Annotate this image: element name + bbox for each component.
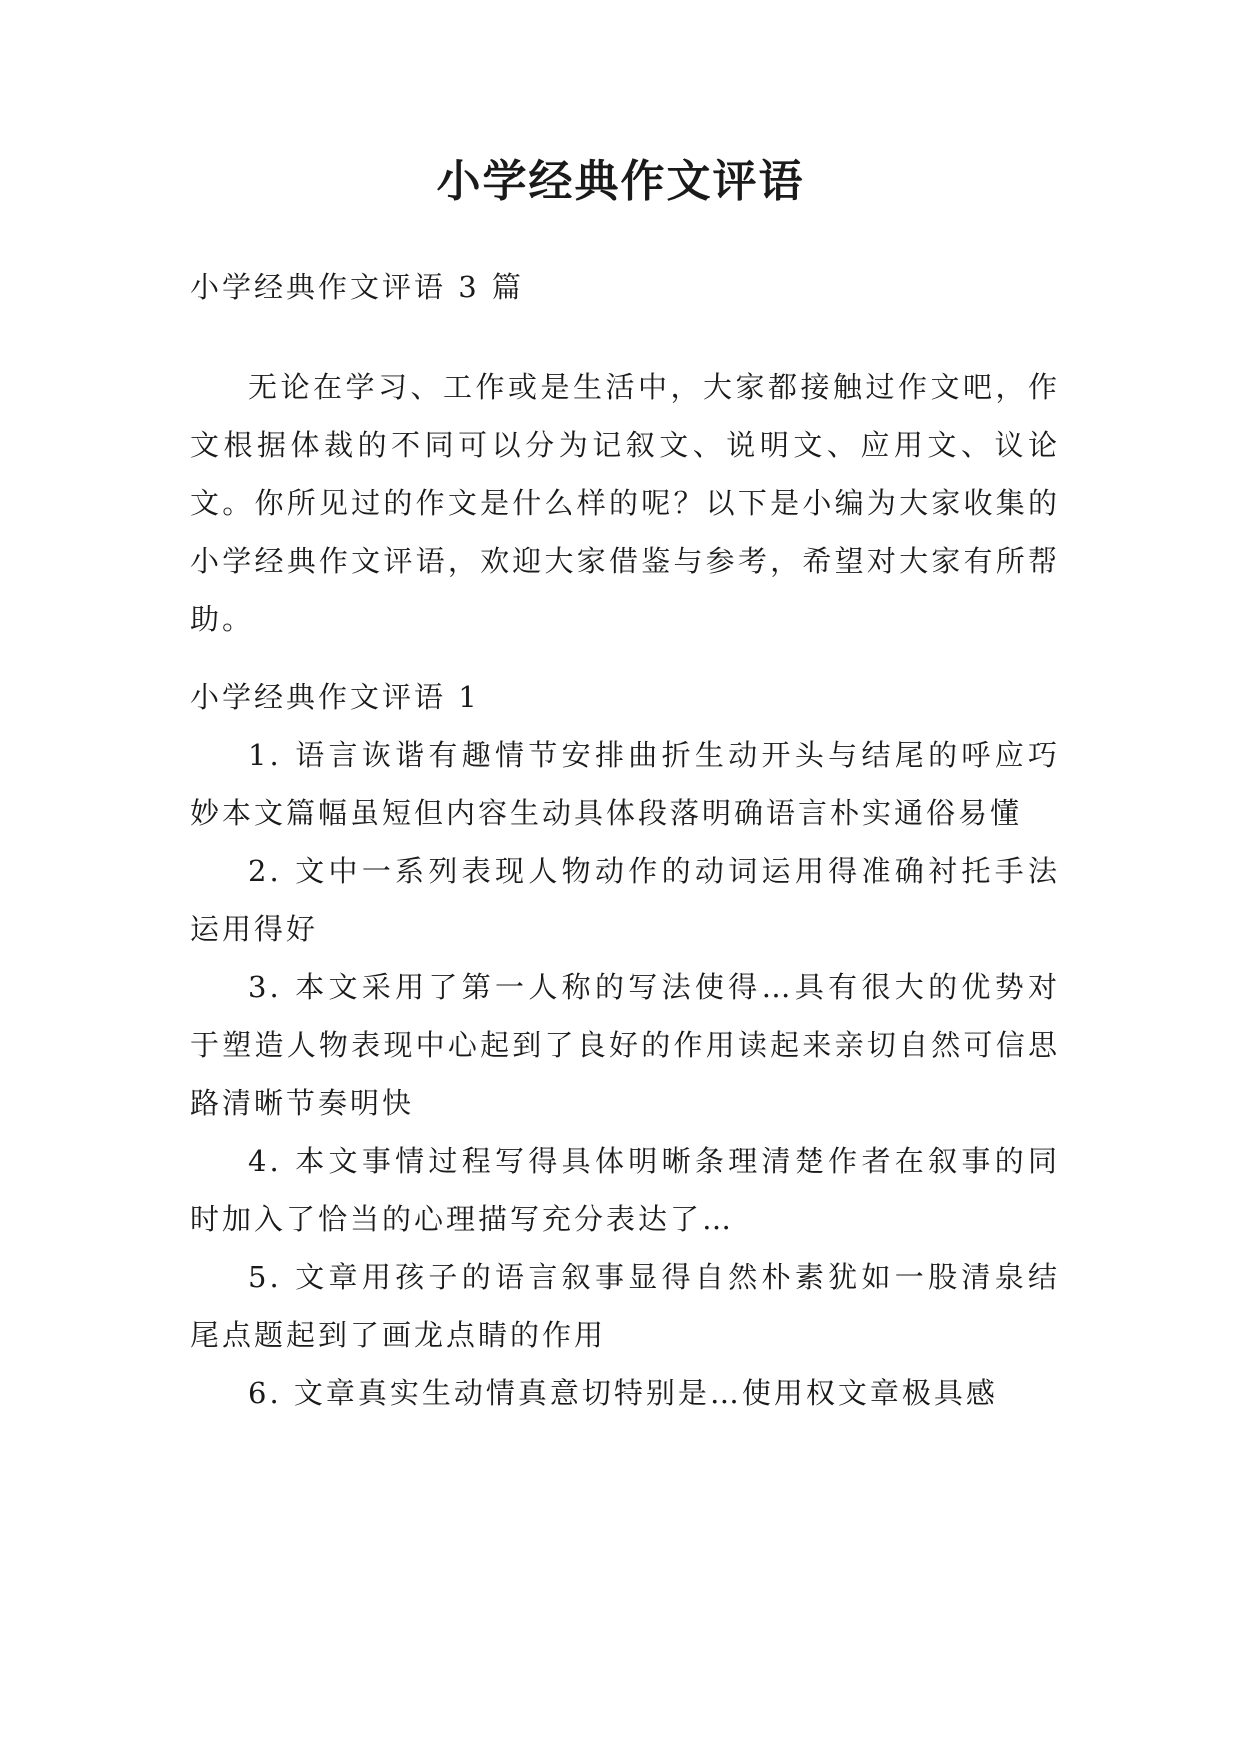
comment-item-4: 4. 本文事情过程写得具体明晰条理清楚作者在叙事的同时加入了恰当的心理描写充分表达了… <box>190 1144 1060 1236</box>
comment-item-1: 1. 语言诙谐有趣情节安排曲折生动开头与结尾的呼应巧妙本文篇幅虽短但内容生动具体段落明确语言朴实通俗易懂 <box>190 738 1060 830</box>
comment-item-5: 5. 文章用孩子的语言叙事显得自然朴素犹如一股清泉结尾点题起到了画龙点睛的作用 <box>190 1260 1060 1352</box>
document-title: 小学经典作文评语 <box>436 156 805 207</box>
document-subtitle: 小学经典作文评语 3 篇 <box>190 270 524 304</box>
section-heading: 小学经典作文评语 1 <box>190 680 480 714</box>
intro-block <box>190 358 1060 648</box>
comment-list <box>190 726 1060 1422</box>
section1-heading-block <box>190 668 1060 726</box>
document-subtitle-block <box>190 258 1060 316</box>
comment-item-2: 2. 文中一系列表现人物动作的动词运用得准确衬托手法运用得好 <box>190 854 1060 946</box>
comment-item-6: 6. 文章真实生动情真意切特别是…使用权文章极具感 <box>248 1376 998 1410</box>
intro-paragraph: 无论在学习、工作或是生活中，大家都接触过作文吧，作文根据体裁的不同可以分为记叙文、说明文、应用文、议论文。你所见过的作文是什么样的呢？以下是小编为大家收集的小学经典作文评语，欢迎大家借鉴与参考，希望对大家有所帮助。 <box>190 370 1060 636</box>
comment-item-3: 3. 本文采用了第一人称的写法使得…具有很大的优势对于塑造人物表现中心起到了良好的作用读起来亲切自然可信思路清晰节奏明快 <box>190 970 1060 1120</box>
